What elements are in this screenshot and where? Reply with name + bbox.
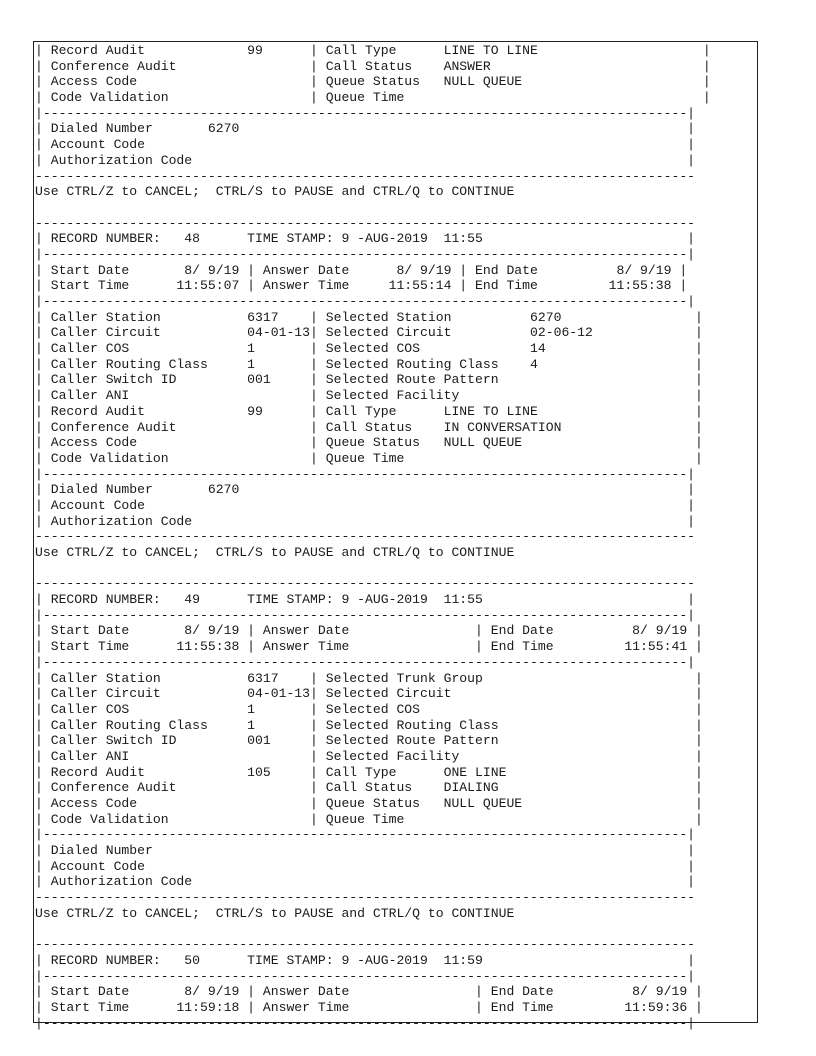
divider-line: |----------------------------------------------------------------------------------|	[35, 968, 696, 984]
divider-line: ------------------------------------------------------------------------------------	[35, 168, 696, 184]
record-line: | Account Code |	[35, 137, 696, 153]
record-line: | Dialed Number 6270 |	[35, 121, 696, 137]
record-line: | Code Validation | Queue Time |	[35, 811, 703, 827]
record-line: | Dialed Number 6270 |	[35, 482, 696, 498]
divider-line: |----------------------------------------------------------------------------------|	[35, 607, 696, 623]
record-line: | Start Date 8/ 9/19 | Answer Date 8/ 9/19 | End Date 8/ 9/19 |	[35, 262, 688, 278]
divider-line: ------------------------------------------------------------------------------------	[35, 529, 696, 545]
prompt-line: Use CTRL/Z to CANCEL; CTRL/S to PAUSE and CTRL/Q to CONTINUE	[35, 184, 515, 200]
record-line: | Start Time 11:55:38 | Answer Time | End Time 11:55:41 |	[35, 639, 703, 655]
record-line	[35, 200, 757, 216]
record-line: | Start Date 8/ 9/19 | Answer Date | End Date 8/ 9/19 |	[35, 623, 703, 639]
record-line: | Conference Audit | Call Status ANSWER |	[35, 58, 711, 74]
record-line: | Caller Station 6317 | Selected Trunk Group |	[35, 670, 703, 686]
record-line: | RECORD NUMBER: 48 TIME STAMP: 9 -AUG-2019 11:55 |	[35, 231, 696, 247]
record-line: | Record Audit 99 | Call Type LINE TO LINE |	[35, 43, 711, 58]
record-line: | Dialed Number |	[35, 843, 696, 859]
record-line: | Caller ANI | Selected Facility |	[35, 748, 703, 764]
record-line: | Caller Routing Class 1 | Selected Routing Class 4 |	[35, 356, 703, 372]
record-line: | Start Time 11:55:07 | Answer Time 11:55:14 | End Time 11:55:38 |	[35, 278, 688, 294]
divider-line: |----------------------------------------------------------------------------------|	[35, 1015, 696, 1031]
record-line: | Conference Audit | Call Status IN CONVERSATION |	[35, 419, 703, 435]
record-line: | Code Validation | Queue Time |	[35, 450, 703, 466]
divider-line: |----------------------------------------------------------------------------------|	[35, 294, 696, 309]
record-line: | Authorization Code |	[35, 513, 696, 529]
divider-line: ------------------------------------------------------------------------------------	[35, 890, 696, 906]
divider-line: ------------------------------------------------------------------------------------	[35, 215, 696, 231]
record-line: | Caller Routing Class 1 | Selected Routing Class |	[35, 717, 703, 733]
record-line	[35, 561, 757, 577]
divider-line: |----------------------------------------------------------------------------------|	[35, 827, 696, 843]
record-line: | Start Time 11:59:18 | Answer Time | End Time 11:59:36 |	[35, 999, 703, 1015]
record-line: | Caller Station 6317 | Selected Station 6270 |	[35, 309, 703, 325]
record-line: | Start Date 8/ 9/19 | Answer Date | End Date 8/ 9/19 |	[35, 984, 703, 1000]
record-line	[35, 922, 757, 938]
record-line: | Caller Switch ID 001 | Selected Route Pattern |	[35, 733, 703, 749]
record-line: | RECORD NUMBER: 50 TIME STAMP: 9 -AUG-2019 11:59 |	[35, 952, 696, 968]
record-line: | Access Code | Queue Status NULL QUEUE |	[35, 796, 703, 811]
record-line: | Access Code | Queue Status NULL QUEUE |	[35, 435, 703, 451]
record-line: | Conference Audit | Call Status DIALING |	[35, 780, 703, 796]
record-line: | Caller COS 1 | Selected COS 14 |	[35, 341, 703, 357]
record-line: | Caller COS 1 | Selected COS |	[35, 701, 703, 717]
record-line: | Access Code | Queue Status NULL QUEUE |	[35, 74, 711, 90]
record-line: | Caller Circuit 04-01-13| Selected Circuit 02-06-12 |	[35, 325, 703, 341]
divider-line: |----------------------------------------------------------------------------------|	[35, 105, 696, 121]
record-line: | Record Audit 99 | Call Type LINE TO LINE |	[35, 403, 703, 419]
record-line: | Authorization Code |	[35, 152, 696, 168]
record-line: | Account Code |	[35, 858, 696, 874]
divider-line: ------------------------------------------------------------------------------------	[35, 937, 696, 953]
prompt-line: Use CTRL/Z to CANCEL; CTRL/S to PAUSE and CTRL/Q to CONTINUE	[35, 905, 515, 921]
record-line: | Caller Switch ID 001 | Selected Route Pattern |	[35, 372, 703, 388]
record-line: | Authorization Code |	[35, 874, 696, 890]
record-line: | Caller ANI | Selected Facility |	[35, 388, 703, 404]
terminal-output[interactable]	[35, 43, 757, 1031]
prompt-line: Use CTRL/Z to CANCEL; CTRL/S to PAUSE and CTRL/Q to CONTINUE	[35, 545, 515, 560]
divider-line: |----------------------------------------------------------------------------------|	[35, 246, 696, 262]
record-line: | Code Validation | Queue Time |	[35, 90, 711, 106]
divider-line: |----------------------------------------------------------------------------------|	[35, 466, 696, 482]
record-line: | Account Code |	[35, 497, 696, 513]
record-line: | RECORD NUMBER: 49 TIME STAMP: 9 -AUG-2019 11:55 |	[35, 592, 696, 608]
record-line: | Caller Circuit 04-01-13| Selected Circuit |	[35, 686, 703, 702]
divider-line: |----------------------------------------------------------------------------------|	[35, 654, 696, 670]
divider-line: ------------------------------------------------------------------------------------	[35, 576, 696, 592]
record-line: | Record Audit 105 | Call Type ONE LINE |	[35, 764, 703, 780]
